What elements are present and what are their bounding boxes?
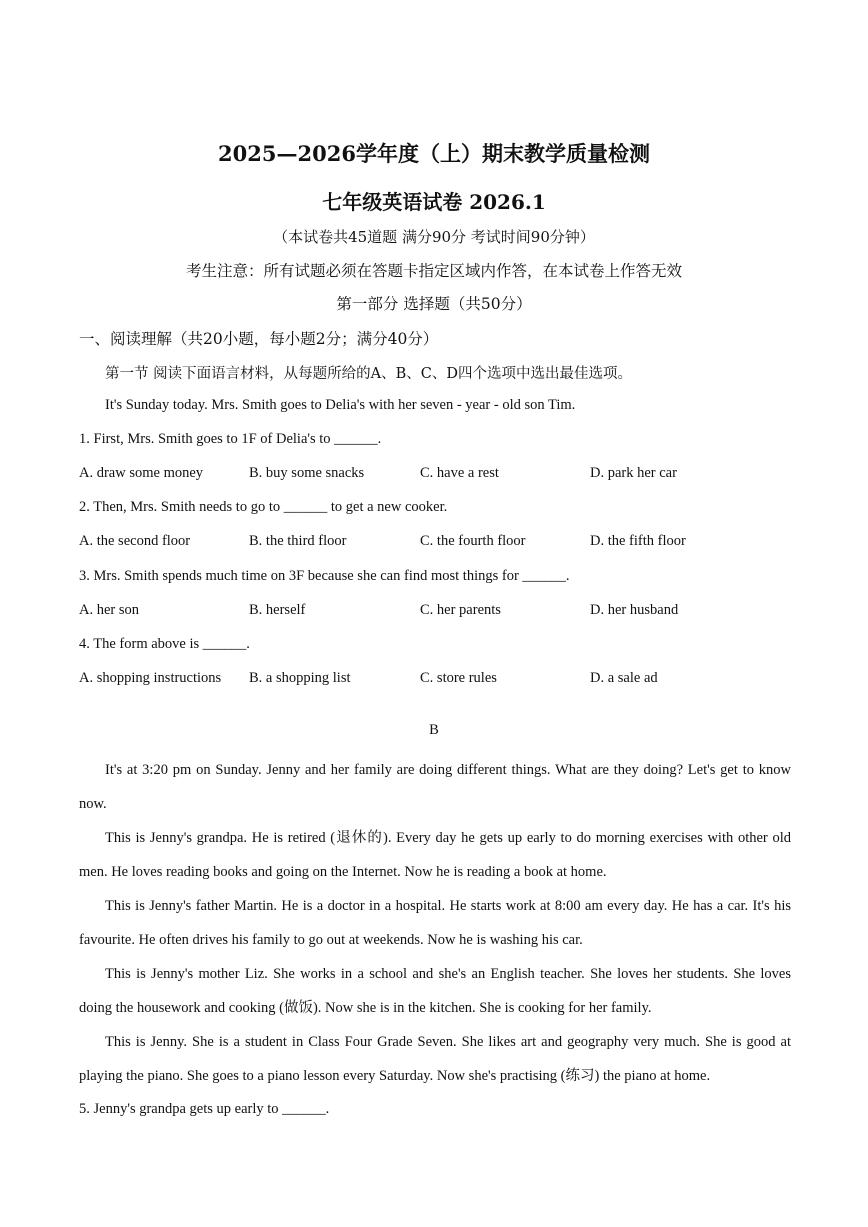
question-2-option-b[interactable]: B. the third floor [249,533,347,549]
question-2-stem: 2. Then, Mrs. Smith needs to go to ______ to get a new cooker. [79,499,448,515]
passage-b-paragraph: It's at 3:20 pm on Sunday. Jenny and her family are doing different things. What are they doing? Let's get to know now. [79,762,791,812]
question-1-option-c[interactable]: C. have a rest [420,465,499,481]
question-1-stem: 1. First, Mrs. Smith goes to 1F of Delia's to ______. [79,431,382,447]
passage-b-paragraph: This is Jenny's grandpa. He is retired (退休的). Every day he gets up early to do morning exercises with other old men. He loves reading books and going on the Internet. Now he is reading a book at home. [79,830,791,880]
question-4-option-d[interactable]: D. a sale ad [590,670,658,686]
part-heading: 第一部分 选择题（共50分） [336,295,532,313]
passage-b-paragraph: This is Jenny. She is a student in Class Four Grade Seven. She likes art and geography very much. She is good at playing the piano. She goes to a piano lesson every Saturday. Now she's practising (练习) the piano at home. [79,1034,791,1084]
question-3-stem: 3. Mrs. Smith spends much time on 3F because she can find most things for ______. [79,568,570,584]
passage-b-label: B [429,722,439,738]
question-3-option-b[interactable]: B. herself [249,602,306,618]
question-1-option-b[interactable]: B. buy some snacks [249,465,365,481]
exam-title: 2025—2026学年度（上）期末教学质量检测 [218,141,650,166]
question-3-option-d[interactable]: D. her husband [590,602,679,618]
section-instruction: 第一节 阅读下面语言材料，从每题所给的A、B、C、D四个选项中选出最佳选项。 [105,366,632,382]
exam-note: （本试卷共45道题 满分90分 考试时间90分钟） [273,228,595,246]
question-1-option-a[interactable]: A. draw some money [79,465,204,481]
section-heading: 一、阅读理解（共20小题，每小题2分；满分40分） [79,330,439,348]
question-4-option-a[interactable]: A. shopping instructions [79,670,222,686]
question-2-option-a[interactable]: A. the second floor [79,533,191,549]
question-1-option-d[interactable]: D. park her car [590,465,677,481]
question-4-option-b[interactable]: B. a shopping list [249,670,351,686]
exam-warning: 考生注意：所有试题必须在答题卡指定区域内作答，在本试卷上作答无效 [185,262,682,280]
question-2-option-d[interactable]: D. the fifth floor [590,533,686,549]
passage-b-paragraph: This is Jenny's mother Liz. She works in a school and she's an English teacher. She loves her students. She loves doing the housework and cooking (做饭). Now she is in the kitchen. She is cooking for her family. [79,966,791,1016]
exam-subtitle: 七年级英语试卷 2026.1 [322,190,546,214]
question-4-stem: 4. The form above is ______. [79,636,250,652]
question-3-option-a[interactable]: A. her son [79,602,140,618]
question-3-option-c[interactable]: C. her parents [420,602,501,618]
question-4-option-c[interactable]: C. store rules [420,670,497,686]
passage-a-intro: It's Sunday today. Mrs. Smith goes to Delia's with her seven - year - old son Tim. [105,397,576,413]
question-5-stem: 5. Jenny's grandpa gets up early to ______. [79,1101,330,1117]
question-2-option-c[interactable]: C. the fourth floor [420,533,526,549]
passage-b-paragraph: This is Jenny's father Martin. He is a doctor in a hospital. He starts work at 8:00 am every day. He has a car. It's his favourite. He often drives his family to go out at weekends. Now he is washing his car. [79,898,791,948]
